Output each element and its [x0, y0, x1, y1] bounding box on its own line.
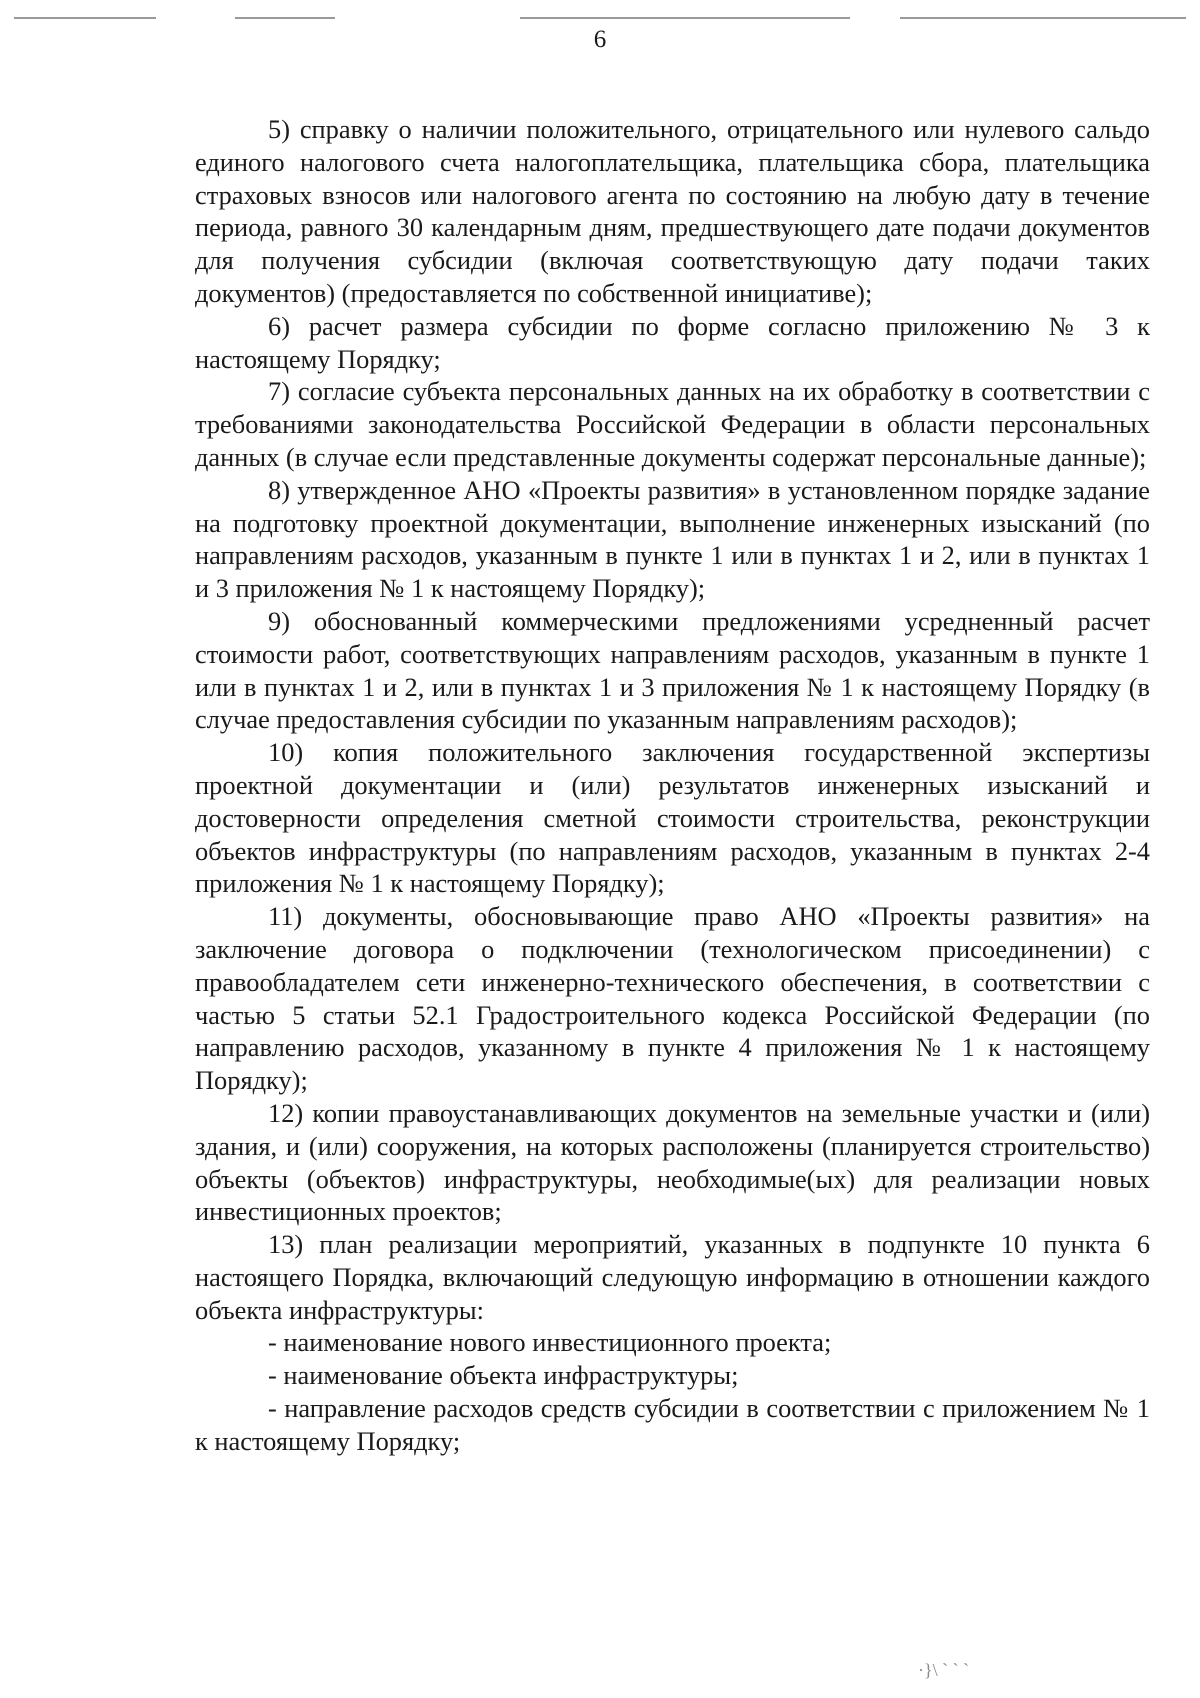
footer-mark: ·}\ ` ` `	[918, 1660, 970, 1680]
list-item: - направление расходов средств субсидии в соответствии с приложением № 1 к настоящему Порядку;	[195, 1393, 1150, 1456]
list-item: - наименование нового инвестиционного проекта;	[268, 1327, 832, 1358]
list-item: 8) утвержденное АНО «Проекты развития» в установленном порядке задание на подготовку проектной документации, выполнение инженерных изысканий (по направлениям расходов, указанным в пункте 1 или в пунктах 1 и 2, или в пунктах 1 и 3 приложения № 1 к настоящему Порядку);	[195, 474, 1150, 604]
scan-edge-line	[520, 17, 850, 19]
list-item: 12) копии правоустанавливающих документов на земельные участки и (или) здания, и (или) сооружения, на которых расположены (планируется строительство) объекты (объектов) инфраструктуры, необходимые(ых) для реализации новых инвестиционных проектов;	[195, 1097, 1150, 1227]
list-item: 13) план реализации мероприятий, указанных в подпункте 10 пункта 6 настоящего Порядка, включающий следующую информацию в отношении каждого объекта инфраструктуры:	[195, 1229, 1150, 1325]
scan-edge-line	[235, 17, 335, 19]
page-number: 6	[593, 26, 607, 53]
list-item: 5) справку о наличии положительного, отрицательного или нулевого сальдо единого налогового счета налогоплательщика, плательщика сбора, плательщика страховых взносов или налогового агента по состоянию на любую дату в течение периода, равного 30 календарным дням, предшествующего дате подачи документов для получения субсидии (включая соответствующую дату подачи таких документов) (предоставляется по собственной инициативе);	[195, 114, 1150, 308]
document-body	[195, 113, 1150, 1458]
list-item: 10) копия положительного заключения государственной экспертизы проектной документации и (или) результатов инженерных изысканий и достоверности определения сметной стоимости строительства, реконструкции объектов инфраструктуры (по направлениям расходов, указанным в пунктах 2-4 приложения № 1 к настоящему Порядку);	[195, 737, 1150, 899]
scan-edge-line	[900, 17, 1186, 19]
list-item: 11) документы, обосновывающие право АНО «Проекты развития» на заключение договора о подключении (технологическом присоединении) с правообладателем сети инженерно-технического обеспечения, в соответствии с частью 5 статьи 52.1 Градостроительного кодекса Российской Федерации (по направлению расходов, указанному в пункте 4 приложения № 1 к настоящему Порядку);	[195, 901, 1150, 1096]
list-item: 7) согласие субъекта персональных данных на их обработку в соответствии с требованиями законодательства Российской Федерации в области персональных данных (в случае если представленные документы содержат персональные данные);	[195, 376, 1150, 472]
list-item: - наименование объекта инфраструктуры;	[268, 1360, 739, 1391]
scan-edge-line	[14, 17, 156, 19]
list-item: 6) расчет размера субсидии по форме согласно приложению № 3 к настоящему Порядку;	[195, 310, 1150, 374]
list-item: 9) обоснованный коммерческими предложениями усредненный расчет стоимости работ, соответствующих направлениям расходов, указанным в пункте 1 или в пунктах 1 и 2, или в пунктах 1 и 3 приложения № 1 к настоящему Порядку (в случае предоставления субсидии по указанным направлениям расходов);	[195, 605, 1150, 735]
